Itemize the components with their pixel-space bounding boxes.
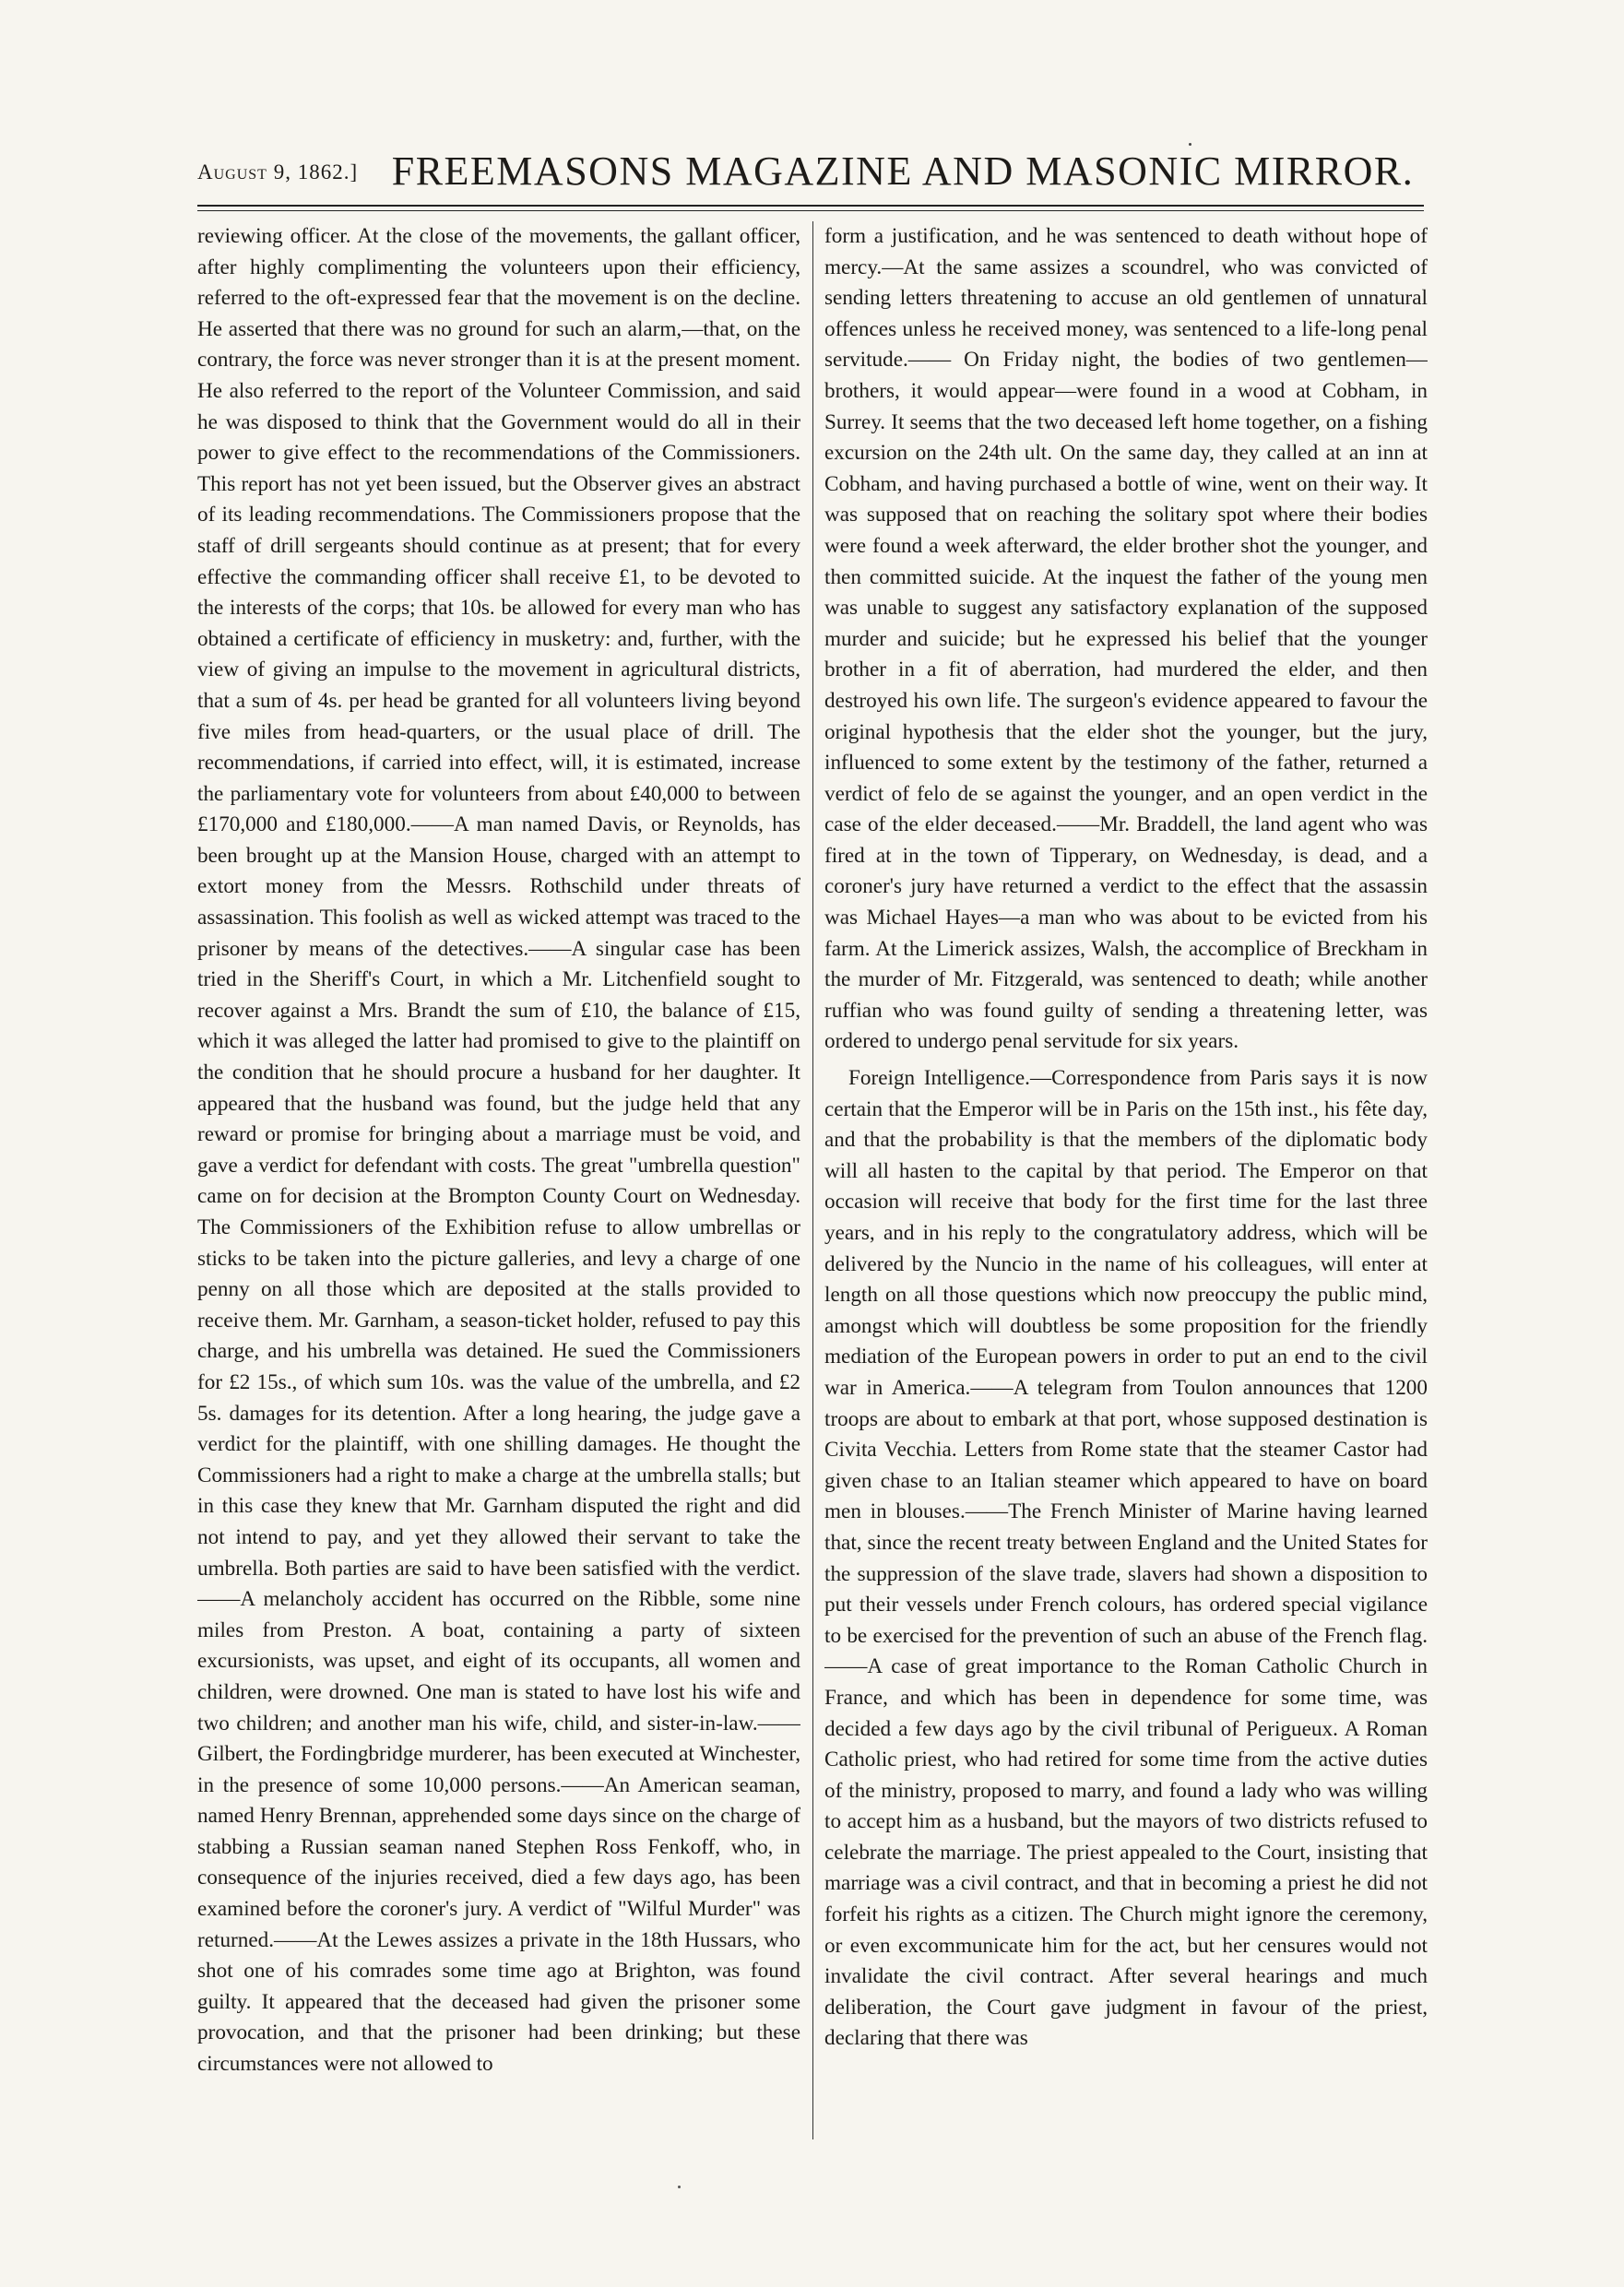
left-paragraph-1: reviewing officer. At the close of the movements, the gallant officer, after highly complimenting the volunteers upon their efficiency, referred to the oft-expressed fear that the movement is on the decline. He asserted that there was no ground for such an alarm,—that, on the contrary, the force was never stronger than it is at the present moment. He also referred to the report of the Volunteer Commission, and said he was disposed to think that the Government would do all in their power to give effect to the recommendations of the Commissioners. This report has not yet been issued, but the Observer gives an abstract of its leading recommendations. The Commissioners propose that the staff of drill sergeants should continue as at present; that for every effective the commanding officer shall receive £1, to be devoted to the interests of the corps; that 10s. be allowed for every man who has obtained a certificate of efficiency in musketry: and, further, with the view of giving an impulse to the movement in agricultural districts, that a sum of 4s. per head be granted for all volunteers living beyond five miles from head-quarters, or the usual place of drill. The recommendations, if carried into effect, will, it is estimated, increase the parliamentary vote for volunteers from about £40,000 to between £170,000 and £180,000.——A man named Davis, or Reynolds, has been brought up at the Mansion House, charged with an attempt to extort money from the Messrs. Rothschild under threats of assassination. This foolish as well as wicked attempt was traced to the prisoner by means of the detectives.——A singular case has been tried in the Sheriff's Court, in which a Mr. Litchenfield sought to recover against a Mrs. Brandt the sum of £10, the balance of £15, which it was alleged the latter had promised to give to the plaintiff on the condition that he should procure a husband for her daughter. It appeared that the husband was found, but the judge held that any reward or promise for bringing about a marriage must be void, and gave a verdict for defendant with costs. The great "umbrella question" came on for decision at the Brompton County Court on Wednesday. The Commissioners of the Exhibition refuse to allow umbrellas or sticks to be taken into the picture galleries, and levy a charge of one penny on all those which are deposited at the stalls provided to receive them. Mr. Garnham, a season-ticket holder, refused to pay this charge, and his umbrella was detained. He sued the Commissioners for £2 15s., of which sum 10s. was the value of the umbrella, and £2 5s. damages for its detention. After a long hearing, the judge gave a verdict for the plaintiff, with one shilling damages. He thought the Commissioners had a right to make a charge at the umbrella stalls; but in this case they knew that Mr. Garnham disputed the right and did not intend to pay, and yet they allowed their servant to take the umbrella. Both parties are said to have been satisfied with the verdict.——A melancholy accident has occurred on the Ribble, some nine miles from Preston. A boat, containing a party of sixteen excursionists, was upset, and eight of its occupants, all women and children, were drowned. One man is stated to have lost his wife and two children; and another man his wife, child, and sister-in-law.——Gilbert, the Fordingbridge murderer, has been executed at Winchester, in the presence of some 10,000 persons.——An American seaman, named Henry Brennan, apprehended some days since on the charge of stabbing a Russian seaman naned Stephen Ross Fenkoff, who, in consequence of the injuries received, died a few days ago, has been examined before the coroner's jury. A verdict of "Wilful Murder" was returned.——At the Lewes assizes a private in the 18th Hussars, who shot one of his comrades some time ago at Brighton, was found guilty. It appeared that the deceased had given the prisoner some provocation, and that the prisoner had been drinking; but these circumstances were not allowed to	[197, 224, 800, 2077]
column-divider	[812, 221, 813, 2139]
header-rule-thin	[197, 210, 1424, 211]
page-speck	[1189, 143, 1191, 146]
masthead	[197, 148, 1424, 192]
magazine-title: FREEMASONS MAGAZINE AND MASONIC MIRROR.	[391, 148, 1415, 194]
right-column	[824, 221, 1428, 2139]
foreign-intelligence-paragraph: Foreign Intelligence.—Correspondence from Paris says it is now certain that the Emperor will be in Paris on the 15th inst., his fête day, and that the probability is that the members of the diplomatic body will all hasten to the capital by that period. The Emperor on that occasion will receive that body for the first time for the last three years, and in his reply to the congratulatory address, which will be delivered by the Nuncio in the name of his colleagues, will enter at length on all those questions which now preoccupy the public mind, amongst which will doubtless be some proposition for the friendly mediation of the European powers in order to put an end to the civil war in America.——A telegram from Toulon announces that 1200 troops are about to embark at that port, whose supposed destination is Civita Vecchia. Letters from Rome state that the steamer Castor had given chase to an Italian steamer which appeared to have on board men in blouses.——The French Minister of Marine having learned that, since the recent treaty between England and the United States for the suppression of the slave trade, slavers had shown a disposition to put their vessels under French colours, has ordered special vigilance to be exercised for the prevention of such an abuse of the French flag.——A case of great importance to the Roman Catholic Church in France, and which has been in dependence for some time, was decided a few days ago by the civil tribunal of Perigueux. A Roman Catholic priest, who had retired for some time from the active duties of the ministry, proposed to marry, and found a lady who was willing to accept him as a husband, but the mayors of two districts refused to celebrate the marriage. The priest appealed to the Court, insisting that marriage was a civil contract, and that in becoming a priest he did not forfeit his rights as a citizen. The Church might ignore the ceremony, or even excommunicate him for the act, but her censures would not invalidate the civil contract. After several hearings and much deliberation, the Court gave judgment in favour of the priest, declaring that there was	[824, 1066, 1428, 2051]
left-column	[197, 221, 800, 2139]
page-speck-bottom	[678, 2186, 681, 2188]
right-paragraph-1: form a justification, and he was sentenced to death without hope of mercy.—At the same assizes a scoundrel, who was convicted of sending letters threatening to accuse an old gentlemen of unnatural offences unless he received money, was sentenced to a life-long penal servitude.—— On Friday night, the bodies of two gentlemen—brothers, it would appear—were found in a wood at Cobham, in Surrey. It seems that the two deceased left home together, on a fishing excursion on the 24th ult. On the same day, they called at an inn at Cobham, and having purchased a bottle of wine, went on their way. It was supposed that on reaching the solitary spot where their bodies were found a week afterward, the elder brother shot the younger, and then committed suicide. At the inquest the father of the young men was unable to suggest any satisfactory explanation of the supposed murder and suicide; but he expressed his belief that the younger brother in a fit of aberration, had murdered the elder, and then destroyed his own life. The surgeon's evidence appeared to favour the original hypothesis that the elder shot the younger, but the jury, influenced to some extent by the testimony of the father, returned a verdict of felo de se against the younger, and an open verdict in the case of the elder deceased.——Mr. Braddell, the land agent who was fired at in the town of Tipperary, on Wednesday, is dead, and a coroner's jury have returned a verdict to the effect that the assassin was Michael Hayes—a man who was about to be evicted from his farm. At the Limerick assizes, Walsh, the accomplice of Breckham in the murder of Mr. Fitzgerald, was sentenced to death; while another ruffian who was found guilty of sending a threatening letter, was ordered to undergo penal servitude for six years.	[824, 224, 1428, 1054]
issue-date: August 9, 1862.]	[197, 160, 359, 184]
header-rule-thick	[197, 205, 1424, 207]
